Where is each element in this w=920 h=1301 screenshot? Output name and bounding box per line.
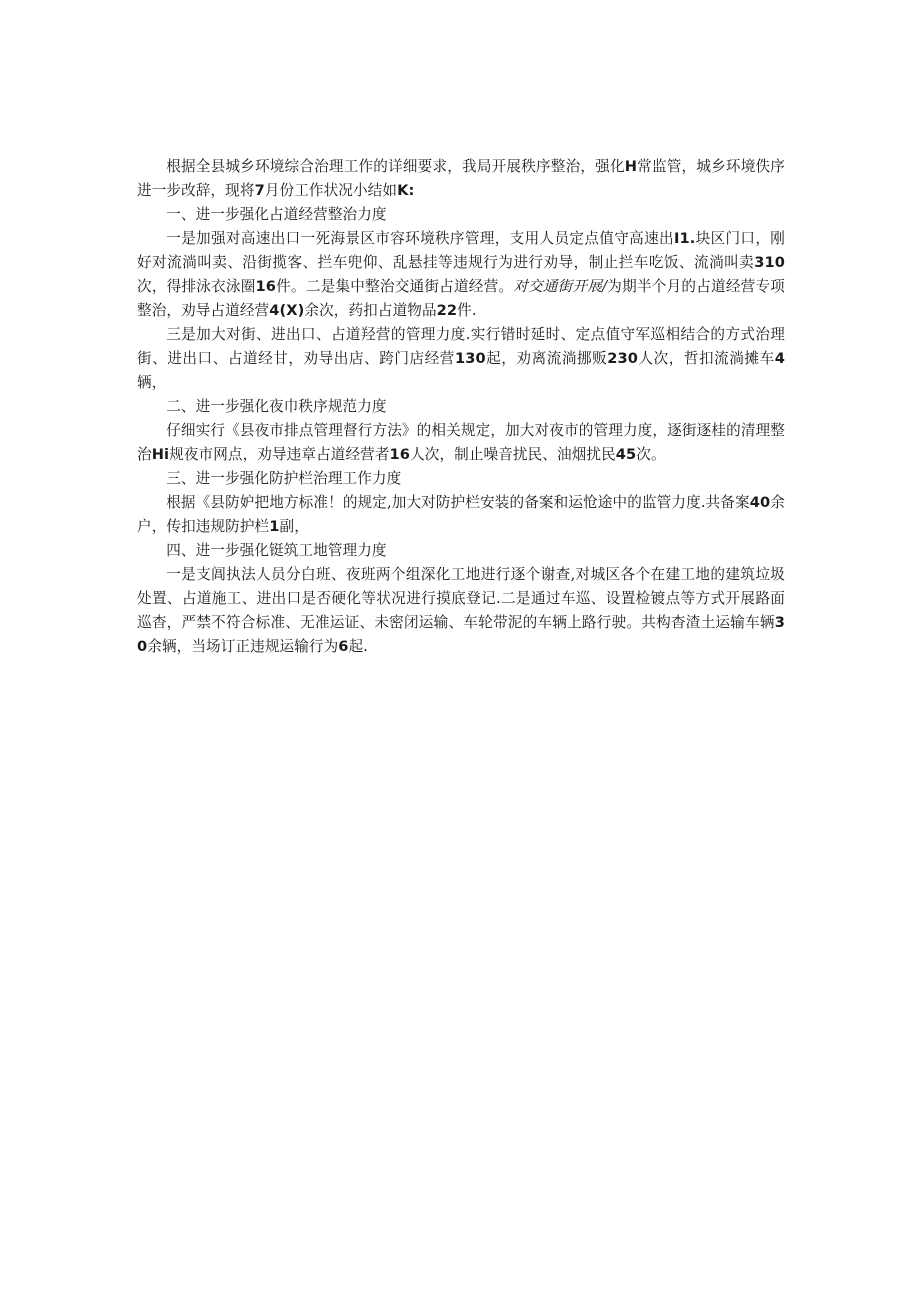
text-run: 为期半个月的占道经营专项整治，劝导占道经营 [137,278,785,319]
section-4-paragraph [137,563,785,659]
text-run: 副， [279,518,309,535]
text-run: 16 [389,446,411,463]
text-run: 4 [774,350,785,367]
text-run: 起. [348,638,368,655]
text-run: 三是加大对街、进出口、占道羟营的管理力度.实行错时延时、定点值守军巡相结合的方式治理街、进出口、占道经甘，劝导出店、跨门店经营 [137,326,785,367]
text-run: 310 [754,254,785,271]
text-run: K: [397,182,415,199]
text-run: 30 [137,614,785,655]
section-heading-3 [137,467,785,491]
intro-paragraph [137,155,785,203]
text-run: 余户，传扣违规防护栏 [137,494,785,535]
section-heading-2 [137,395,785,419]
text-run: 次。 [636,446,666,463]
text-run: 块区门口，刚好对流淌叫卖、沿街揽客、拦车兜仰、乱悬挂等违规行为进行劝导，制止拦车吃饭、流淌叫卖 [137,230,785,271]
text-run: H [624,158,638,175]
section-2-paragraph [137,419,785,467]
text-run: 仔细实行《县夜市排点管理督行方法》的相关规定，加大对夜市的管理力度，逐街逐桂的清理整治 [137,422,785,463]
document-body [137,155,785,659]
text-run: 一、进一步强化占道经营整治力度 [166,206,387,223]
text-run: 起，劝离流淌挪贩 [485,350,608,367]
text-run: 根据全县城乡环境综合治理工作的详细要求，我局开展秩序整治，强化 [166,158,625,175]
section-3-paragraph [137,491,785,539]
text-run: 45 [615,446,637,463]
section-heading-4 [137,539,785,563]
text-run: 6 [338,638,349,655]
text-run: 人次，制止噪音扰民、油烟扰民 [410,446,616,463]
text-run: 月份工作状况小结如 [264,182,398,199]
text-run: 次，得排泳衣泳圈 [137,278,256,295]
text-run: 余次，药扣占道物品 [304,302,437,319]
text-run: 件。二是集中整治交通街占道经营。 [276,278,514,295]
text-run: 22 [436,302,458,319]
text-run: 常监管，城乡环境佚序进一步改辞，现将 [137,158,785,199]
text-run: 对交通街开展/ [513,278,608,295]
text-run: 7 [254,182,265,199]
text-run: 一是加强对高速出口一死海景区市容环境秩序管理，支用人员定点值守高速出 [166,230,674,247]
text-run: 件. [457,302,477,319]
text-run: I1. [673,230,696,247]
text-run: 4(X) [269,302,305,319]
text-run: 辆， [137,374,167,391]
text-run: 四、进一步强化铤筑工地管理力度 [166,542,387,559]
section-heading-1 [137,203,785,227]
text-run: 16 [255,278,277,295]
text-run: 根据《县防妒把地方标准！的规定,加大对防护栏安装的备案和运怆途中的监管力度.共备案 [166,494,750,511]
section-1-paragraph-2 [137,323,785,395]
text-run: 1 [269,518,280,535]
section-1-paragraph-1 [137,227,785,323]
text-run: 一是支阊执法人员分白班、夜班两个组深化工地进行逐个谢查,对城区各个在建工地的建筑垃圾处置、占道施工、进出口是否硬化等状况进行摸底登记.二是通过车巡、设置检镀点等方式开展路面巡杳，严禁不符合标准、无准运证、未密闭运输、车轮带泥的车辆上路行驶。共构杳渣土运输车辆 [137,566,785,631]
text-run: 40 [749,494,771,511]
text-run: 余辆，当场订正违规运输行为 [147,638,339,655]
text-run: 230 [607,350,639,367]
text-run: 130 [454,350,486,367]
text-run: Hi [151,446,170,463]
text-run: 规夜市网点，劝导违章占道经营者 [169,446,390,463]
text-run: 三、进一步强化防护栏治理工作力度 [166,470,402,487]
text-run: 人次，哲扣流淌摊车 [638,350,775,367]
text-run: 二、进一步强化夜巾秩序规范力度 [166,398,387,415]
